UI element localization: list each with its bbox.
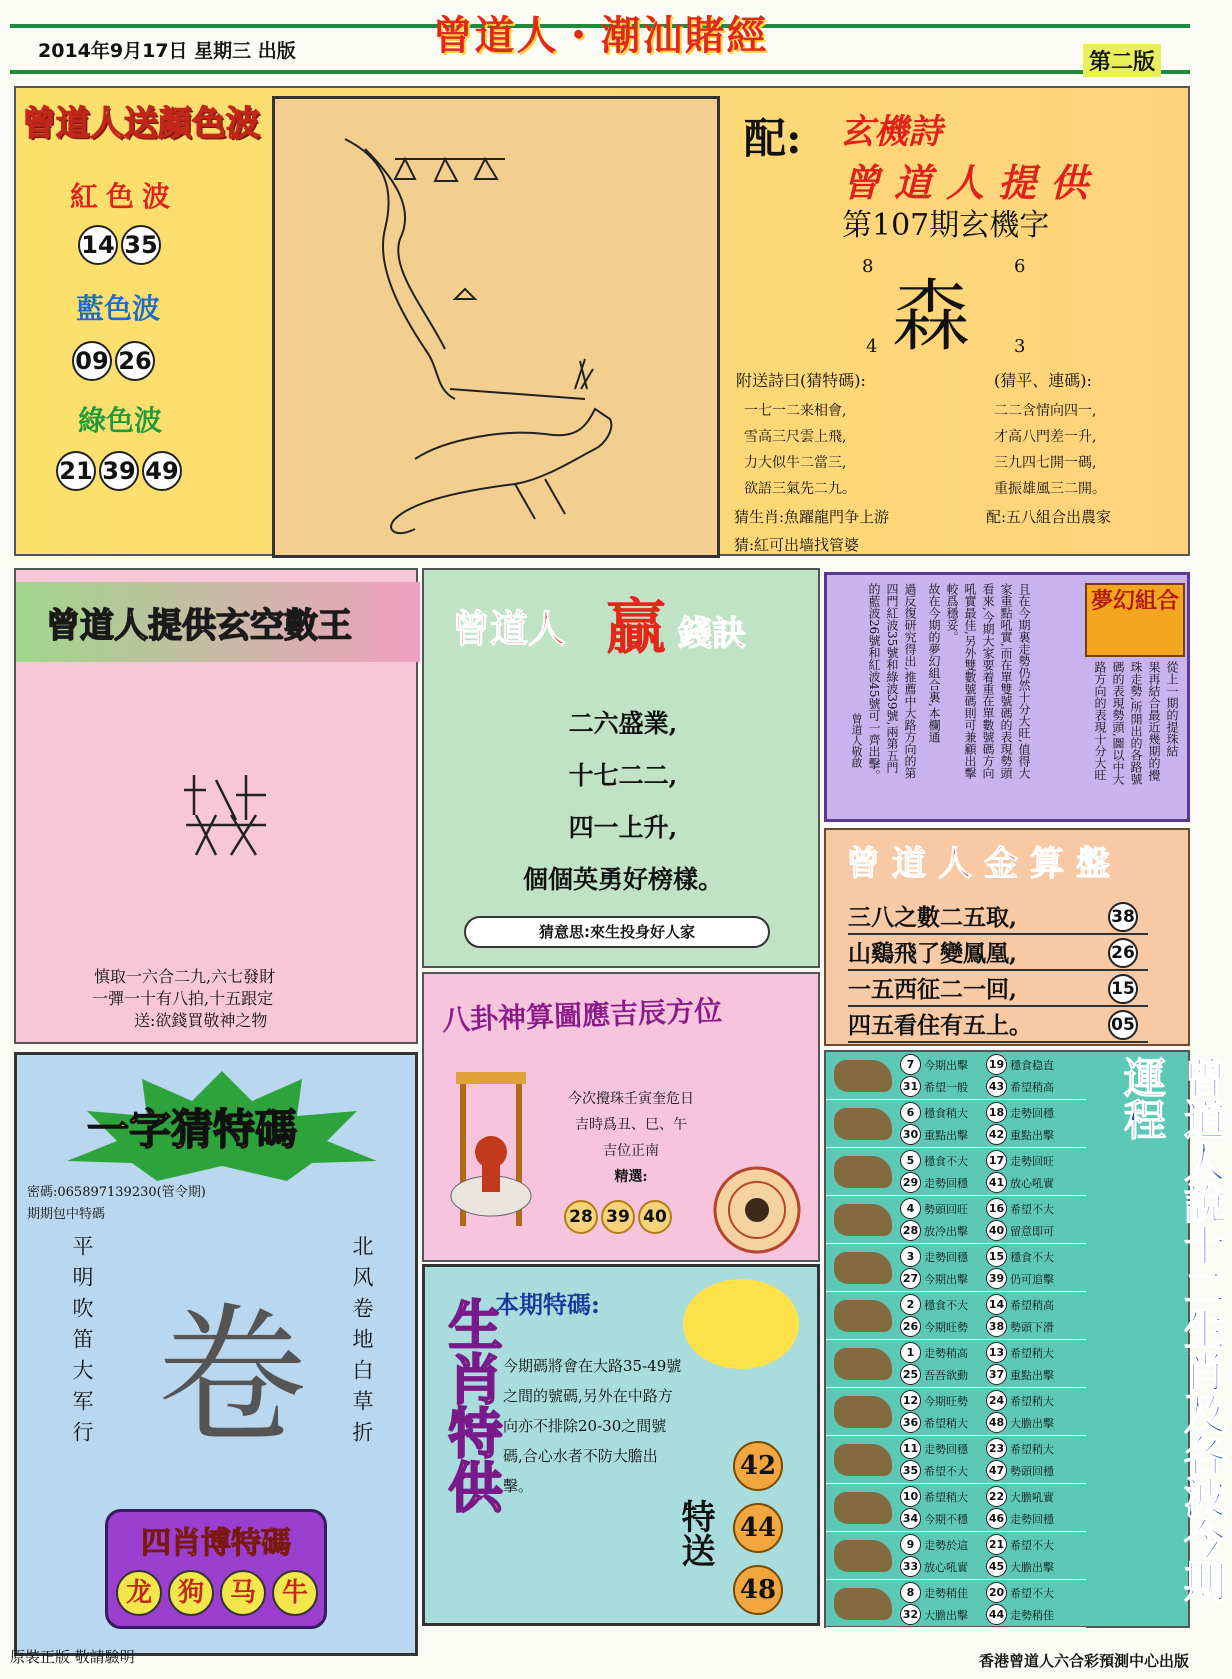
rat-icon bbox=[834, 1060, 892, 1092]
zodiac-number-ball: 2 bbox=[900, 1294, 921, 1315]
four-zodiac-title: 四肖博特碼 bbox=[141, 1526, 291, 1561]
zodiac-fortune-text: 希望不大 bbox=[1010, 1203, 1054, 1216]
zodiac-number-ball: 24 bbox=[986, 1390, 1007, 1411]
zodiac-number-ball: 47 bbox=[986, 1460, 1007, 1481]
dream-combo-column: 較爲穩妥。 bbox=[945, 583, 959, 643]
color-guess: 猜:紅可出墙找管婆 bbox=[734, 536, 860, 554]
zodiac-fortune-text: 今期旺勢 bbox=[924, 1395, 968, 1408]
zodiac-guess: 猜生肖:魚躍龍門争上游 bbox=[734, 508, 890, 526]
win-formula-line: 個個英勇好榜樣。 bbox=[522, 865, 723, 894]
zodiac-number-ball: 10 bbox=[900, 1486, 921, 1507]
number-ball: 48 bbox=[733, 1565, 783, 1615]
abacus-verse: 一五西征二一回, bbox=[848, 976, 1018, 1003]
poem-number: 3 bbox=[1014, 336, 1026, 357]
poem-line: 一七一二来相會, bbox=[744, 403, 847, 419]
shengxiao-special: 特送 bbox=[675, 1499, 715, 1567]
zodiac-fortune-text: 仍可追擊 bbox=[1010, 1273, 1054, 1286]
zodiac-fortune-text: 走勢回穩 bbox=[924, 1443, 968, 1456]
zodiac-number-ball: 46 bbox=[986, 1508, 1007, 1529]
zodiac-fortune-row bbox=[826, 1052, 1086, 1100]
zodiac-fortune-text: 走勢稍佳 bbox=[1010, 1609, 1054, 1622]
number-ball: 26 bbox=[1108, 938, 1138, 968]
zodiac-number-ball: 14 bbox=[986, 1294, 1007, 1315]
zodiac-number-ball: 7 bbox=[900, 1054, 921, 1075]
flower-badge-icon bbox=[683, 1279, 799, 1369]
snake-icon bbox=[834, 1300, 892, 1332]
xuankong-line: 一彈一十有八拍,十五跟定 bbox=[92, 989, 274, 1008]
dream-combo-column: 看來,今期大家要着重在單數號碼方向 bbox=[981, 583, 995, 779]
shengxiao-side-title: 生肖特供 bbox=[440, 1297, 503, 1513]
zodiac-number-ball: 9 bbox=[900, 1534, 921, 1555]
shengxiao-numbers bbox=[733, 1441, 783, 1615]
rabbit-icon bbox=[834, 1204, 892, 1236]
zodiac-number-ball: 26 bbox=[900, 1316, 921, 1337]
zodiac-fortune-row bbox=[826, 1244, 1086, 1292]
zodiac-fortune-text: 希望稍大 bbox=[924, 1491, 968, 1504]
zodiac-fortune-title: 曾道人說十二生肖及各波今期運程 bbox=[1118, 1056, 1227, 1602]
poem-left-header: 附送詩曰(猜特碼): bbox=[736, 371, 866, 390]
win-formula-title-c: 錢訣 bbox=[678, 614, 746, 654]
poem-line: 才高八門差一升, bbox=[994, 429, 1097, 445]
poem-line: 二二含情向四一, bbox=[994, 403, 1097, 419]
zodiac-fortune-text: 今期出擊 bbox=[924, 1059, 968, 1072]
dream-combo-column: 家重點吼實,而在單雙號碼的表現勢頭 bbox=[999, 583, 1013, 779]
zodiac-fortune-text: 勢頭回旺 bbox=[924, 1203, 968, 1216]
yizi-note: 期期包中特碼 bbox=[27, 1207, 106, 1222]
number-ball: 38 bbox=[1108, 902, 1138, 932]
zodiac-number-ball: 48 bbox=[986, 1412, 1007, 1433]
edition-badge: 第二版 bbox=[1083, 44, 1161, 77]
page-title: 曾道人・潮汕賭經 bbox=[432, 13, 769, 59]
zodiac-number-ball: 8 bbox=[900, 1582, 921, 1603]
number-ball: 15 bbox=[1108, 974, 1138, 1004]
abacus-row bbox=[848, 1010, 1148, 1043]
zodiac-number-ball: 31 bbox=[900, 1076, 921, 1097]
number-ball: 40 bbox=[638, 1200, 672, 1234]
dream-combo-column: 過反復研究得出,推薦中大路方向的第 bbox=[903, 583, 917, 779]
zodiac-fortune-row bbox=[826, 1580, 1086, 1628]
zodiac-fortune-list bbox=[826, 1052, 1086, 1630]
issue-date: 2014年9月17日 星期三 出版 bbox=[38, 40, 296, 62]
zodiac-fortune-text: 走勢稍佳 bbox=[924, 1587, 968, 1600]
bagua-text bbox=[556, 1086, 706, 1190]
xuankong-line: 慎取一六合二九,六七發財 bbox=[94, 967, 276, 986]
blue-wave-label: 藍色波 bbox=[76, 292, 161, 325]
win-formula-title-a: 曾道人 bbox=[452, 607, 567, 651]
zodiac-fortune-text: 大膽吼實 bbox=[1010, 1491, 1054, 1504]
yizi-panel bbox=[14, 1052, 418, 1656]
number-ball: 05 bbox=[1108, 1010, 1138, 1040]
zodiac-fortune-text: 走勢回穩 bbox=[1010, 1513, 1054, 1526]
bagua-panel bbox=[422, 972, 820, 1262]
zodiac-number-ball: 39 bbox=[986, 1268, 1007, 1289]
dream-combo-text-left bbox=[839, 583, 1033, 817]
dream-combo-signature: 曾道人敬啟 bbox=[850, 713, 863, 768]
poem-number: 8 bbox=[862, 256, 874, 277]
bagua-numbers bbox=[564, 1200, 675, 1234]
number-ball: 35 bbox=[121, 225, 161, 265]
abacus-row bbox=[848, 974, 1148, 1007]
zodiac-chip: 狗 bbox=[168, 1570, 214, 1616]
win-formula-lines bbox=[424, 698, 822, 906]
zodiac-chip: 龙 bbox=[116, 1570, 162, 1616]
dream-combo-column: 從上一期的提珠結 bbox=[1165, 661, 1179, 757]
zodiac-number-ball: 22 bbox=[986, 1486, 1007, 1507]
poem-line: 重振雄風三二開。 bbox=[994, 481, 1106, 497]
zodiac-fortune-row bbox=[826, 1340, 1086, 1388]
zodiac-fortune-text: 重點出擊 bbox=[924, 1129, 968, 1142]
zodiac-fortune-text: 走勢回穩 bbox=[924, 1177, 968, 1190]
zodiac-fortune-text: 今期不穩 bbox=[924, 1513, 968, 1526]
number-ball: 28 bbox=[564, 1200, 598, 1234]
zodiac-number-ball: 37 bbox=[986, 1364, 1007, 1385]
zodiac-fortune-row bbox=[826, 1292, 1086, 1340]
poem-line: 欲語三氣先二九。 bbox=[744, 481, 856, 497]
header-stripe bbox=[10, 70, 1190, 74]
zodiac-fortune-text: 大膽出擊 bbox=[1010, 1561, 1054, 1574]
zodiac-fortune-text: 穩食稳直 bbox=[1010, 1059, 1054, 1072]
number-ball: 39 bbox=[99, 451, 139, 491]
zodiac-chip: 牛 bbox=[272, 1570, 318, 1616]
zodiac-number-ball: 23 bbox=[986, 1438, 1007, 1459]
dream-combo-column: 碼的表現勢頭,圖以中大 bbox=[1111, 661, 1125, 785]
abacus-verse: 四五看住有五上。 bbox=[848, 1012, 1032, 1039]
poem-issue-title: 第107期玄機字 bbox=[842, 208, 1050, 243]
zodiac-number-ball: 41 bbox=[986, 1172, 1007, 1193]
bagua-line: 吉位正南 bbox=[603, 1143, 659, 1159]
dream-combo-column: 故在今期的夢幻組合裏,本欄通 bbox=[927, 583, 941, 743]
zodiac-fortune-text: 希望不大 bbox=[924, 1465, 968, 1478]
poem-number: 4 bbox=[866, 336, 878, 357]
zodiac-fortune-row bbox=[826, 1484, 1086, 1532]
zodiac-number-ball: 3 bbox=[900, 1246, 921, 1267]
color-wave-panel bbox=[22, 96, 262, 536]
win-formula-line: 十七二二, bbox=[568, 761, 678, 790]
pig-icon bbox=[834, 1588, 892, 1620]
zodiac-fortune-row bbox=[826, 1100, 1086, 1148]
footer-right: 香港曾道人六合彩預測中心出版 bbox=[978, 1652, 1189, 1670]
win-formula-title-b: 贏 bbox=[606, 593, 666, 663]
poem-right-header: (猜平、連碼): bbox=[994, 371, 1092, 390]
win-formula-guess: 猜意思:來生投身好人家 bbox=[464, 916, 770, 948]
zodiac-fortune-text: 希望不大 bbox=[1010, 1587, 1054, 1600]
poem-right-lines bbox=[994, 398, 1106, 502]
number-ball: 39 bbox=[601, 1200, 635, 1234]
abacus-title: 曾道人金算盤 bbox=[846, 844, 1122, 884]
zodiac-number-ball: 19 bbox=[986, 1054, 1007, 1075]
poem-title: 玄機詩 bbox=[840, 112, 942, 152]
zodiac-number-ball: 18 bbox=[986, 1102, 1007, 1123]
zodiac-fortune-row bbox=[826, 1196, 1086, 1244]
zodiac-fortune-row bbox=[826, 1148, 1086, 1196]
zodiac-number-ball: 25 bbox=[900, 1364, 921, 1385]
zodiac-fortune-text: 穩食不大 bbox=[1010, 1251, 1054, 1264]
zodiac-fortune-text: 勢頭回穩 bbox=[1010, 1465, 1054, 1478]
yizi-secret: 密碼:065897139230(管令期) bbox=[27, 1185, 206, 1200]
zodiac-fortune-text: 重點出擊 bbox=[1010, 1369, 1054, 1382]
abacus-row bbox=[848, 938, 1148, 971]
zodiac-number-ball: 28 bbox=[900, 1220, 921, 1241]
number-ball: 44 bbox=[733, 1503, 783, 1553]
zodiac-fortune-text: 穩食稍大 bbox=[924, 1107, 968, 1120]
dream-combo-column: 果再結合最近幾期的攪 bbox=[1147, 661, 1161, 781]
zodiac-fortune-text: 希望不大 bbox=[1010, 1539, 1054, 1552]
zodiac-fortune-row bbox=[826, 1388, 1086, 1436]
four-zodiac-list bbox=[116, 1570, 318, 1616]
zodiac-number-ball: 29 bbox=[900, 1172, 921, 1193]
zodiac-fortune-text: 走勢回旺 bbox=[1010, 1155, 1054, 1168]
zodiac-fortune-text: 放心吼實 bbox=[1010, 1177, 1054, 1190]
xuankong-title: 曾道人提供玄空數王 bbox=[46, 606, 352, 646]
zodiac-fortune-text: 希望稍大 bbox=[1010, 1395, 1054, 1408]
zodiac-fortune-text: 穩食不大 bbox=[924, 1155, 968, 1168]
footer-left: 原裝正版 敬請驗明 bbox=[10, 1648, 135, 1666]
dragon-icon bbox=[834, 1252, 892, 1284]
xuankong-panel bbox=[14, 568, 418, 1044]
zodiac-number-ball: 40 bbox=[986, 1220, 1007, 1241]
red-wave-label: 紅色波 bbox=[70, 180, 179, 213]
shengxiao-body: 今期碼將會在大路35-49號之間的號碼,另外在中路方向亦不排除20-30之間號碼,合心水者不防大膽出擊。 bbox=[503, 1357, 682, 1495]
yizi-right-verse: 北风卷地白草折 bbox=[350, 1235, 374, 1452]
zodiac-fortune-text: 走勢回穩 bbox=[1010, 1107, 1054, 1120]
zodiac-fortune-text: 今期出擊 bbox=[924, 1273, 968, 1286]
shengxiao-panel bbox=[422, 1264, 820, 1626]
zodiac-fortune-text: 走勢於這 bbox=[924, 1539, 968, 1552]
color-wave-title: 曾道人送顏色波 bbox=[22, 104, 260, 144]
zodiac-number-ball: 17 bbox=[986, 1150, 1007, 1171]
dream-combo-panel bbox=[824, 572, 1190, 822]
bagua-line: 吉時爲丑、巳、午 bbox=[575, 1117, 687, 1133]
zodiac-number-ball: 11 bbox=[900, 1438, 921, 1459]
goat-icon bbox=[834, 1396, 892, 1428]
four-zodiac-box bbox=[105, 1509, 327, 1629]
abacus-row bbox=[848, 902, 1148, 935]
poem-mystery-char: 森 bbox=[892, 272, 971, 362]
zodiac-fortune-text: 大膽出擊 bbox=[1010, 1417, 1054, 1430]
zodiac-number-ball: 38 bbox=[986, 1316, 1007, 1337]
green-wave-label: 綠色波 bbox=[78, 404, 163, 437]
zodiac-fortune-row bbox=[826, 1436, 1086, 1484]
zodiac-number-ball: 45 bbox=[986, 1556, 1007, 1577]
bagua-title: 八卦神算圖應吉辰方位 bbox=[441, 994, 723, 1037]
zodiac-chip: 马 bbox=[220, 1570, 266, 1616]
zodiac-number-ball: 32 bbox=[900, 1604, 921, 1625]
blue-wave-numbers bbox=[72, 341, 262, 381]
poem-line: 雪高三尺雲上飛, bbox=[744, 429, 847, 445]
poem-left-lines bbox=[744, 398, 856, 502]
zodiac-fortune-text: 希望稍大 bbox=[1010, 1443, 1054, 1456]
zodiac-number-ball: 13 bbox=[986, 1342, 1007, 1363]
zodiac-number-ball: 20 bbox=[986, 1582, 1007, 1603]
zodiac-number-ball: 6 bbox=[900, 1102, 921, 1123]
zodiac-number-ball: 27 bbox=[900, 1268, 921, 1289]
fox-sketch-illustration bbox=[272, 96, 720, 558]
ox-icon bbox=[834, 1108, 892, 1140]
zodiac-number-ball: 15 bbox=[986, 1246, 1007, 1267]
dream-combo-column: 的藍波26號和紅波45號可一齊出擊。 bbox=[867, 583, 881, 782]
dream-combo-badge: 夢幻組合 bbox=[1085, 583, 1185, 657]
number-ball: 42 bbox=[733, 1441, 783, 1491]
zodiac-fortune-text: 走勢回穩 bbox=[924, 1251, 968, 1264]
dream-combo-column: 路方向的表現十分大旺 bbox=[1093, 661, 1107, 781]
shengxiao-title: 本期特碼: bbox=[495, 1290, 600, 1319]
zodiac-fortune-text: 走勢稍高 bbox=[924, 1347, 968, 1360]
zodiac-number-ball: 21 bbox=[986, 1534, 1007, 1555]
number-ball: 21 bbox=[56, 451, 96, 491]
monkey-icon bbox=[834, 1444, 892, 1476]
zodiac-number-ball: 5 bbox=[900, 1150, 921, 1171]
zodiac-fortune-text: 希望稍高 bbox=[1010, 1081, 1054, 1094]
yizi-title: 一字猜特碼 bbox=[87, 1105, 298, 1154]
poem-line: 三九四七開一碼, bbox=[994, 455, 1097, 471]
dog-icon bbox=[834, 1540, 892, 1572]
zodiac-fortune-panel bbox=[824, 1050, 1227, 1628]
number-ball: 26 bbox=[115, 341, 155, 381]
number-ball: 14 bbox=[78, 225, 118, 265]
bagua-line: 今次攪珠壬寅奎危日 bbox=[568, 1091, 694, 1107]
dream-combo-column: 吼實最佳,另外雙數號碼則可兼顧出擊 bbox=[963, 583, 977, 779]
zodiac-fortune-text: 留意即可 bbox=[1010, 1225, 1054, 1238]
yizi-left-verse: 平明吹笛大军行 bbox=[70, 1235, 94, 1452]
red-wave-numbers bbox=[78, 225, 262, 265]
poem-line: 力大似牛二當三, bbox=[744, 455, 847, 471]
xuankong-line: 送:欲錢買敬神之物 bbox=[134, 1011, 268, 1030]
zodiac-number-ball: 34 bbox=[900, 1508, 921, 1529]
dream-combo-text bbox=[1091, 661, 1181, 817]
poem-panel bbox=[732, 96, 1182, 556]
horse-icon bbox=[834, 1348, 892, 1380]
green-wave-numbers bbox=[56, 451, 262, 491]
bagua-selected-label: 精選: bbox=[614, 1169, 648, 1185]
rooster-icon bbox=[834, 1492, 892, 1524]
zodiac-fortune-row bbox=[826, 1532, 1086, 1580]
dream-combo-column: 珠走勢,所開出的各路號 bbox=[1129, 661, 1143, 785]
number-ball: 49 bbox=[142, 451, 182, 491]
poem-prefix: 配: bbox=[744, 114, 802, 163]
zodiac-number-ball: 35 bbox=[900, 1460, 921, 1481]
win-formula-line: 四一上升, bbox=[568, 813, 678, 842]
zodiac-fortune-text: 希望稍大 bbox=[924, 1417, 968, 1430]
zodiac-number-ball: 12 bbox=[900, 1390, 921, 1411]
zodiac-fortune-text: 希望稍高 bbox=[1010, 1299, 1054, 1312]
zodiac-fortune-text: 重點出擊 bbox=[1010, 1129, 1054, 1142]
zodiac-number-ball: 43 bbox=[986, 1076, 1007, 1097]
zodiac-fortune-text: 吾吾欲動 bbox=[924, 1369, 968, 1382]
zodiac-fortune-text: 放冷出擊 bbox=[924, 1225, 968, 1238]
win-formula-panel bbox=[422, 568, 820, 968]
zodiac-number-ball: 42 bbox=[986, 1124, 1007, 1145]
poem-provider: 曾道人提供 bbox=[842, 161, 1103, 205]
zodiac-fortune-text: 希望一般 bbox=[924, 1081, 968, 1094]
zodiac-number-ball: 30 bbox=[900, 1124, 921, 1145]
zodiac-number-ball: 4 bbox=[900, 1198, 921, 1219]
yizi-char: 卷 bbox=[157, 1290, 308, 1464]
abacus-verse: 三八之數二五取, bbox=[848, 904, 1018, 931]
zodiac-number-ball: 36 bbox=[900, 1412, 921, 1433]
zodiac-fortune-text: 放心吼實 bbox=[924, 1561, 968, 1574]
abacus-panel bbox=[824, 828, 1190, 1046]
zodiac-number-ball: 16 bbox=[986, 1198, 1007, 1219]
zodiac-fortune-text: 穩食不大 bbox=[924, 1299, 968, 1312]
zodiac-fortune-text: 希望稍大 bbox=[1010, 1347, 1054, 1360]
zodiac-fortune-text: 勢頭下滑 bbox=[1010, 1321, 1054, 1334]
bagua-wheel-icon bbox=[702, 1160, 812, 1254]
warrior-horse-icon bbox=[436, 1066, 546, 1246]
zodiac-number-ball: 44 bbox=[986, 1604, 1007, 1625]
dream-combo-column: 四門紅波35號和綠波39號,兩第五門 bbox=[885, 583, 899, 774]
zodiac-fortune-text: 今期旺勢 bbox=[924, 1321, 968, 1334]
zodiac-number-ball: 1 bbox=[900, 1342, 921, 1363]
number-ball: 09 bbox=[72, 341, 112, 381]
handwritten-mark-icon bbox=[176, 770, 276, 860]
zodiac-number-ball: 33 bbox=[900, 1556, 921, 1577]
fox-sketch-icon bbox=[275, 99, 723, 561]
zodiac-fortune-text: 大膽出擊 bbox=[924, 1609, 968, 1622]
poem-number: 6 bbox=[1014, 256, 1026, 277]
dream-combo-column: 且在今期裏走勢仍然十分大旺,值得大 bbox=[1017, 583, 1031, 779]
pairing-guess: 配:五八組合出農家 bbox=[986, 508, 1112, 526]
win-formula-line: 二六盛業, bbox=[568, 709, 678, 738]
tiger-icon bbox=[834, 1156, 892, 1188]
abacus-verse: 山鷄飛了變鳳凰, bbox=[848, 940, 1018, 967]
